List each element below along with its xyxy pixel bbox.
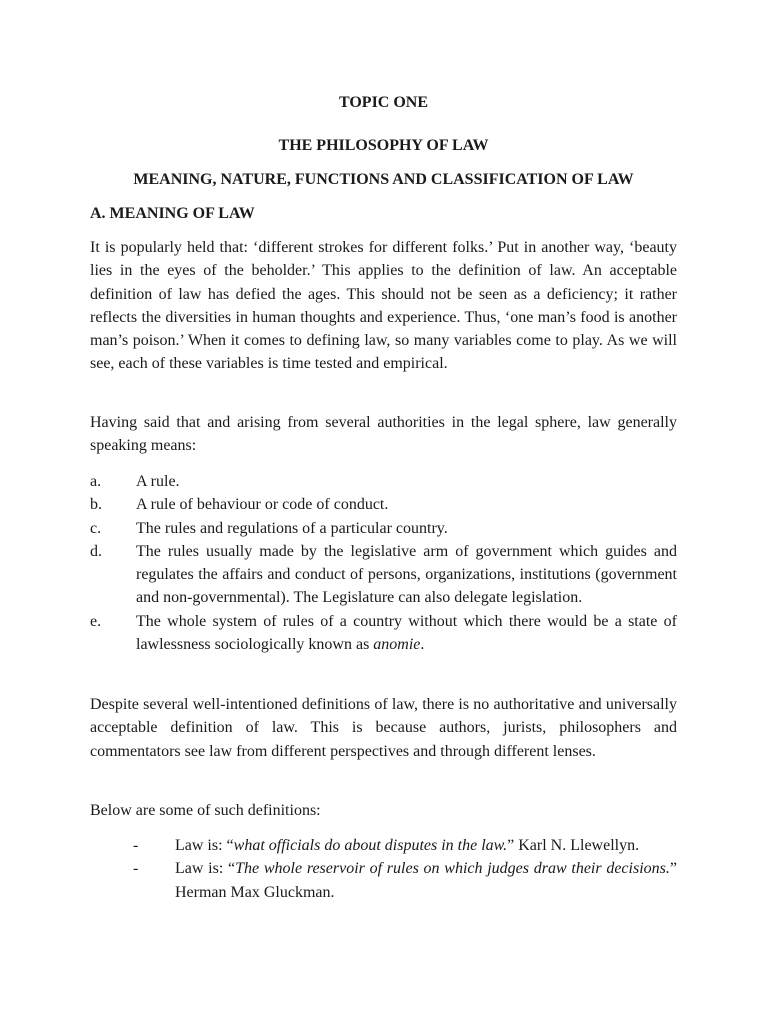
list-item-text: The whole system of rules of a country without which there would be a state of lawlessness sociologically known as: [136, 612, 677, 654]
definition-marker: -: [133, 837, 139, 854]
definition-suffix: ” Karl N. Llewellyn.: [507, 837, 640, 854]
list-item-text: A rule of behaviour or code of conduct.: [136, 496, 389, 514]
list-marker: e.: [90, 612, 102, 630]
paragraph-1: It is popularly held that: ‘different strokes for different folks.’ Put in another way, ‘beauty lies in the eyes of the beholder.’ This applies to the definition of law. An acceptable definition of law has defied the ages. This should not be seen as a deficiency; it rather reflects the diversities in human thoughts and experience. Thus, ‘one man’s food is another man’s poison.’ When it comes to defining law, so many variables come to play. As we will see, each of these variables is time tested and empirical.: [90, 239, 677, 373]
definition-item: [133, 834, 677, 857]
paragraph-2: Having said that and arising from several authorities in the legal sphere, law generally speaking means:: [90, 414, 677, 455]
definitions-list: [133, 834, 677, 904]
paragraph-3: Despite several well-intentioned definitions of law, there is no authoritative and universally acceptable definition of law. This is because authors, jurists, philosophers and commentators see law from different perspectives and through different lenses.: [90, 696, 677, 760]
list-item-text: A rule.: [136, 473, 180, 490]
list-item: [90, 470, 677, 493]
list-item-text-end: .: [420, 636, 425, 654]
list-item-text: The rules usually made by the legislative arm of government which guides and regulates the affairs and conduct of persons, organizations, institutions (government and non-governmental). The Legislature can also delegate legislation.: [136, 542, 677, 607]
definition-quote: The whole reservoir of rules on which judges draw their decisions.: [235, 860, 670, 878]
list-marker: b.: [90, 496, 102, 514]
list-item-italic-term: anomie: [373, 636, 421, 654]
list-marker: d.: [90, 542, 102, 560]
list-marker: c.: [90, 519, 102, 537]
definition-item: [133, 857, 677, 904]
list-item: [90, 517, 677, 540]
subtitle-heading: MEANING, NATURE, FUNCTIONS AND CLASSIFICATION OF LAW: [133, 171, 634, 188]
definition-suffix: ” Herman Max Gluckman.: [175, 860, 677, 901]
definition-prefix: Law is: “: [175, 860, 236, 878]
topic-heading: TOPIC ONE: [338, 94, 429, 111]
section-a-heading: A. MEANING OF LAW: [90, 205, 255, 222]
definition-prefix: Law is: “: [175, 837, 234, 854]
definition-marker: -: [133, 860, 139, 878]
paragraph-4: Below are some of such definitions:: [90, 802, 321, 819]
list-item: [90, 493, 677, 516]
list-item-text: The rules and regulations of a particular country.: [136, 519, 448, 537]
title-heading: THE PHILOSOPHY OF LAW: [278, 137, 489, 154]
list-item: [90, 540, 677, 610]
list-marker: a.: [90, 473, 102, 490]
meanings-list: [90, 470, 677, 656]
definition-quote: what officials do about disputes in the law.: [233, 837, 508, 854]
list-item: [90, 610, 677, 657]
